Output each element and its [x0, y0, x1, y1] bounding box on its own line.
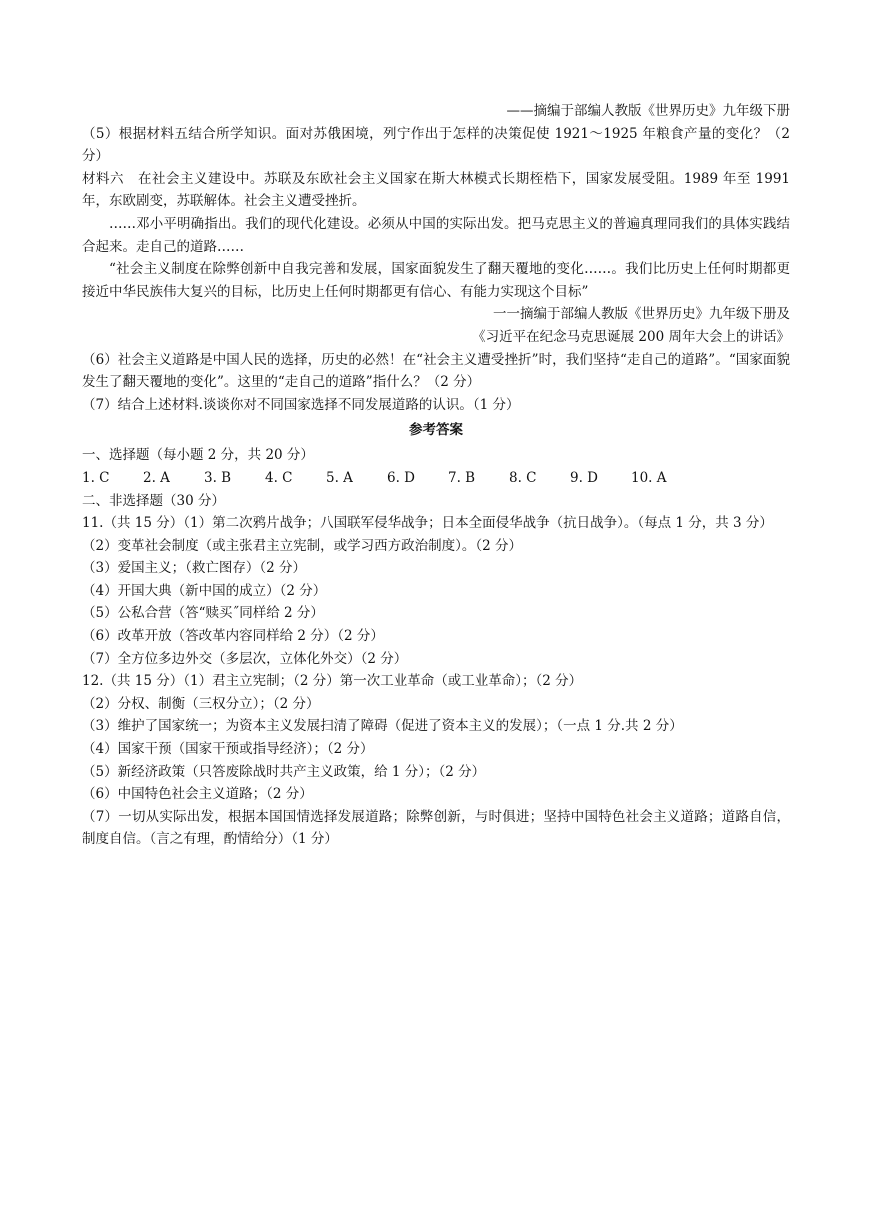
- q11-answer-2: （2）变革社会制度（或主张君主立宪制，或学习西方政治制度）。（2 分）: [82, 537, 522, 554]
- material-6-paragraph-2: ……邓小平明确指出。我们的现代化建设。必须从中国的实际出发。把马克思主义的普遍真理同我们的具体实践结合起来。走自己的道路……: [82, 215, 790, 255]
- source-citation: ——摘编于部编人教版《世界历史》九年级下册: [506, 103, 790, 119]
- mc-answer: 2. A: [143, 469, 170, 486]
- q12-answer-3: （3）维护了国家统一；为资本主义发展扫清了障碍（促进了资本主义的发展）；（一点 1 分.共 2 分）: [82, 718, 683, 735]
- mc-answer: 6. D: [387, 469, 415, 486]
- q12-answer-5: （5）新经济政策（只答废除战时共产主义政策，给 1 分）；（2 分）: [82, 763, 486, 780]
- mc-answer: 4. C: [265, 469, 293, 486]
- q12-answer-1: 12.（共 15 分）（1）君主立宪制；（2 分）第一次工业革命（或工业革命）；（2 分）: [82, 673, 583, 690]
- q11-answer-6: （6）改革开放（答改革内容同样给 2 分）（2 分）: [82, 628, 384, 645]
- material-6-paragraph-1: 材料六 在社会主义建设中。苏联及东欧社会主义国家在斯大林模式长期桎梏下，国家发展受阻。1989 年至 1991 年，东欧剧变，苏联解体。社会主义遭受挫折。: [82, 170, 790, 210]
- mc-answer: 1. C: [82, 469, 110, 486]
- document-content: [82, 82, 790, 851]
- mc-answer-row: [82, 467, 790, 490]
- answer-title: 参考答案: [409, 422, 463, 439]
- question-6: （6）社会主义道路是中国人民的选择，历史的必然！在“社会主义遭受挫折”时，我们坚持“走自己的道路”。“国家面貌发生了翻天覆地的变化”。这里的“走自己的道路”指什么？（2 分）: [82, 351, 790, 391]
- material-6-source-a: 一一摘编于部编人教版《世界历史》九年级下册及: [493, 306, 790, 323]
- mc-answer: 5. A: [326, 469, 353, 486]
- q11-answer-4: （4）开国大典（新中国的成立）（2 分）: [82, 582, 327, 599]
- material-6-paragraph-3: “社会主义制度在除弊创新中自我完善和发展，国家面貌发生了翻天覆地的变化……。我们比历史上任何时期都更接近中华民族伟大复兴的目标，比历史上任何时期都更有信心、有能力实现这个目标”: [82, 261, 790, 300]
- q12-answer-4: （4）国家干预（国家干预或指导经济）；（2 分）: [82, 741, 374, 758]
- q11-answer-5: （5）公私合营（答“赎买˝同样给 2 分）: [82, 605, 324, 622]
- q12-answer-6: （6）中国特色社会主义道路；（2 分）: [82, 786, 313, 803]
- q11-answer-3: （3）爱国主义；（救亡图存）（2 分）: [82, 560, 306, 577]
- q12-answer-2: （2）分权、制衡（三权分立）；（2 分）: [82, 695, 320, 712]
- mc-answer: 9. D: [570, 469, 598, 486]
- question-5: （5）根据材料五结合所学知识。面对苏俄困境，列宁作出于怎样的决策促使 1921～1925 年粮食产量的变化？（2 分）: [82, 125, 790, 165]
- mc-answer: 10. A: [631, 469, 667, 486]
- q11-answer-1: 11.（共 15 分）（1）第二次鸦片战争；八国联军侵华战争；日本全面侵华战争（抗日战争）。（每点 1 分，共 3 分）: [82, 515, 773, 532]
- q12-answer-7: （7）一切从实际出发，根据本国国情选择发展道路；除弊创新，与时俱进；坚持中国特色社会主义道路；道路自信，制度自信。（言之有理，酌情给分）（1 分）: [82, 808, 790, 848]
- q11-answer-7: （7）全方位多边外交（多层次，立体化外交）（2 分）: [82, 650, 408, 667]
- mc-answer: 3. B: [204, 469, 232, 486]
- mc-answer: 7. B: [448, 469, 476, 486]
- question-7: （7）结合上述材料.谈谈你对不同国家选择不同发展道路的认识。（1 分）: [82, 396, 520, 413]
- material-6-source-b: 《习近平在纪念马克思诞展 200 周年大会上的讲话》: [472, 328, 790, 345]
- section-2-heading: 二、非选择题（30 分）: [82, 492, 225, 509]
- mc-answer: 8. C: [509, 469, 537, 486]
- section-1-heading: 一、选择题（每小题 2 分，共 20 分）: [82, 447, 314, 464]
